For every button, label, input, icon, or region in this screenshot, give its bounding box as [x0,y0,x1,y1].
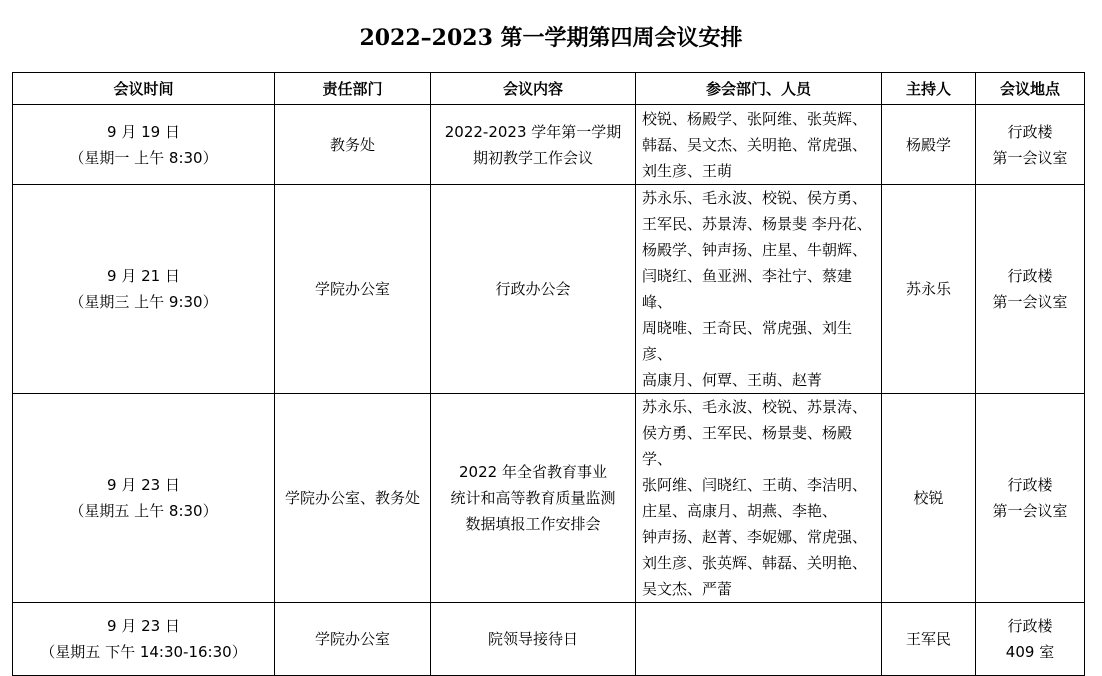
cell-location [976,105,1085,185]
table-row [13,185,1085,394]
attendees-line: 刘生彦、王萌 [642,161,733,180]
content-line: 期初教学工作会议 [472,148,593,167]
content-line: 行政办公会 [495,280,571,298]
time-detail: （星期三 上午 9:30） [69,293,218,311]
cell-department: 教务处 [275,105,431,185]
cell-location [976,394,1085,603]
table-row [13,105,1085,185]
cell-time [13,603,275,676]
attendees-line: 高康月、何覃、王萌、赵菁 [642,371,823,389]
location-building: 行政楼 [1007,267,1053,285]
attendees-line: 苏永乐、毛永波、校锐、侯方勇、 [642,189,868,207]
time-date: 9 月 23 日 [107,476,180,494]
cell-department: 学院办公室 [275,603,431,676]
cell-host: 校锐 [882,394,976,603]
location-building: 行政楼 [1007,122,1053,141]
cell-content [431,105,636,185]
page-title: 2022–2023 第一学期第四周会议安排 [359,25,743,51]
location-room: 第一会议室 [992,293,1068,311]
cell-location [976,185,1085,394]
attendees-line: 苏永乐、毛永波、校锐、苏景涛、 [642,398,868,416]
header-attendees: 参会部门、人员 [636,73,882,105]
time-detail: （星期一 上午 8:30） [69,148,218,167]
attendees-line: 张阿维、闫晓红、王萌、李洁明、 [642,476,868,494]
cell-content [431,603,636,676]
cell-department: 学院办公室、教务处 [275,394,431,603]
cell-content [431,185,636,394]
location-room: 第一会议室 [992,148,1068,167]
table-row [13,394,1085,603]
time-detail: （星期五 下午 14:30-16:30） [40,643,247,661]
time-detail: （星期五 上午 8:30） [69,502,218,520]
attendees-line: 周晓唯、王奇民、常虎强、刘生彦、 [642,319,853,363]
cell-time [13,185,275,394]
content-line: 2022 年全省教育事业 [459,463,607,481]
content-line: 院领导接待日 [487,630,578,648]
attendees-line: 杨殿学、钟声扬、庄星、牛朝辉、 [642,241,868,259]
cell-attendees [636,185,882,394]
cell-host: 王军民 [882,603,976,676]
cell-time [13,105,275,185]
cell-host: 杨殿学 [882,105,976,185]
attendees-line: 庄星、高康月、胡燕、李艳、 [642,502,838,520]
content-line: 统计和高等教育质量监测 [450,489,616,507]
time-date: 9 月 23 日 [107,617,180,635]
cell-attendees [636,394,882,603]
attendees-line: 校锐、杨殿学、张阿维、张英辉、 [642,109,868,128]
cell-attendees [636,105,882,185]
location-building: 行政楼 [1007,617,1053,635]
attendees-line: 吴文杰、严蕾 [642,580,733,598]
attendees-line: 钟声扬、赵菁、李妮娜、常虎强、 [642,528,868,546]
header-content: 会议内容 [431,73,636,105]
attendees-line: 刘生彦、张英辉、韩磊、关明艳、 [642,554,868,572]
cell-department: 学院办公室 [275,185,431,394]
header-meeting-time: 会议时间 [13,73,275,105]
attendees-line: 侯方勇、王军民、杨景斐、杨殿学、 [642,424,853,468]
table-row [13,603,1085,676]
location-room: 409 室 [1005,643,1055,661]
table-header-row [13,73,1085,105]
header-host: 主持人 [882,73,976,105]
time-date: 9 月 21 日 [107,267,180,285]
location-building: 行政楼 [1007,476,1053,494]
meeting-schedule-table [12,72,1085,676]
header-department: 责任部门 [275,73,431,105]
content-line: 数据填报工作安排会 [465,515,601,533]
cell-time [13,394,275,603]
attendees-line: 韩磊、吴文杰、关明艳、常虎强、 [642,135,868,154]
attendees-line: 闫晓红、鱼亚洲、李社宁、蔡建峰、 [642,267,853,311]
cell-content [431,394,636,603]
header-location: 会议地点 [976,73,1085,105]
cell-attendees-empty [636,603,882,676]
location-room: 第一会议室 [992,502,1068,520]
attendees-line: 王军民、苏景涛、杨景斐 李丹花、 [642,215,872,233]
cell-location [976,603,1085,676]
time-date: 9 月 19 日 [107,122,180,141]
cell-host: 苏永乐 [882,185,976,394]
content-line: 2022-2023 学年第一学期 [444,122,622,141]
